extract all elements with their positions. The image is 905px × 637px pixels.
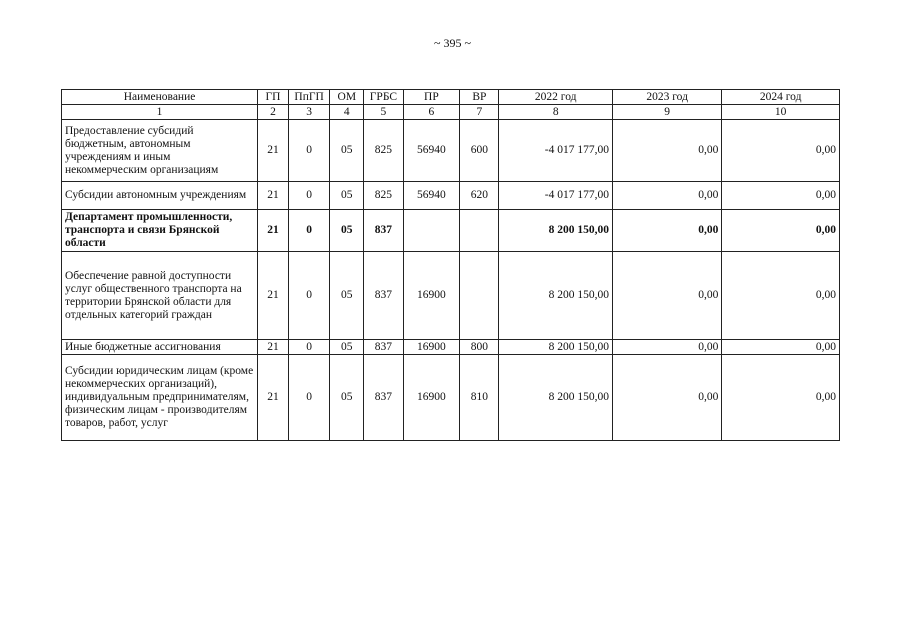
column-number: 3 <box>289 105 330 120</box>
cell-gp: 21 <box>258 252 289 340</box>
cell-ppgp: 0 <box>289 340 330 355</box>
row-name: Предоставление субсидий бюджетным, автономным учреждениям и иным некоммерческим организациям <box>62 120 258 182</box>
column-number: 7 <box>460 105 499 120</box>
cell-pr: 16900 <box>403 355 460 441</box>
header-vr: ВР <box>460 90 499 105</box>
column-number: 4 <box>330 105 364 120</box>
cell-2023: 0,00 <box>612 210 721 252</box>
row-name: Иные бюджетные ассигнования <box>62 340 258 355</box>
header-gp: ГП <box>258 90 289 105</box>
header-pr: ПР <box>403 90 460 105</box>
cell-2023: 0,00 <box>612 340 721 355</box>
header-2024: 2024 год <box>722 90 840 105</box>
table-row <box>62 182 840 210</box>
cell-2024: 0,00 <box>722 355 840 441</box>
column-number: 1 <box>62 105 258 120</box>
header-name: Наименование <box>62 90 258 105</box>
table-row <box>62 120 840 182</box>
table-row <box>62 355 840 441</box>
column-number: 9 <box>612 105 721 120</box>
cell-gp: 21 <box>258 340 289 355</box>
cell-2023: 0,00 <box>612 355 721 441</box>
cell-2022: -4 017 177,00 <box>499 120 613 182</box>
cell-om: 05 <box>330 120 364 182</box>
table-row <box>62 340 840 355</box>
cell-gp: 21 <box>258 210 289 252</box>
column-number: 10 <box>722 105 840 120</box>
cell-vr <box>460 210 499 252</box>
cell-2022: 8 200 150,00 <box>499 340 613 355</box>
header-grbs: ГРБС <box>364 90 403 105</box>
cell-grbs: 837 <box>364 252 403 340</box>
cell-ppgp: 0 <box>289 120 330 182</box>
table-row <box>62 210 840 252</box>
header-row <box>62 90 840 105</box>
cell-grbs: 837 <box>364 340 403 355</box>
cell-gp: 21 <box>258 182 289 210</box>
cell-2023: 0,00 <box>612 252 721 340</box>
cell-vr <box>460 252 499 340</box>
cell-2024: 0,00 <box>722 120 840 182</box>
cell-om: 05 <box>330 210 364 252</box>
column-number-row <box>62 105 840 120</box>
page-number: ~ 395 ~ <box>434 36 471 50</box>
column-number: 2 <box>258 105 289 120</box>
cell-om: 05 <box>330 182 364 210</box>
cell-2022: 8 200 150,00 <box>499 210 613 252</box>
cell-vr: 600 <box>460 120 499 182</box>
cell-2024: 0,00 <box>722 182 840 210</box>
table-row <box>62 252 840 340</box>
column-number: 8 <box>499 105 613 120</box>
cell-2022: -4 017 177,00 <box>499 182 613 210</box>
cell-pr: 56940 <box>403 182 460 210</box>
cell-vr: 810 <box>460 355 499 441</box>
column-number: 5 <box>364 105 403 120</box>
cell-grbs: 837 <box>364 355 403 441</box>
cell-2022: 8 200 150,00 <box>499 252 613 340</box>
cell-gp: 21 <box>258 355 289 441</box>
cell-om: 05 <box>330 355 364 441</box>
row-name: Субсидии автономным учреждениям <box>62 182 258 210</box>
cell-pr: 16900 <box>403 252 460 340</box>
cell-vr: 620 <box>460 182 499 210</box>
cell-ppgp: 0 <box>289 252 330 340</box>
cell-2024: 0,00 <box>722 340 840 355</box>
cell-pr <box>403 210 460 252</box>
header-2022: 2022 год <box>499 90 613 105</box>
cell-ppgp: 0 <box>289 182 330 210</box>
cell-om: 05 <box>330 340 364 355</box>
cell-grbs: 825 <box>364 120 403 182</box>
budget-table <box>61 89 840 441</box>
header-om: ОМ <box>330 90 364 105</box>
column-number: 6 <box>403 105 460 120</box>
header-2023: 2023 год <box>612 90 721 105</box>
cell-ppgp: 0 <box>289 210 330 252</box>
header-ppgp: ПпГП <box>289 90 330 105</box>
cell-2023: 0,00 <box>612 120 721 182</box>
cell-ppgp: 0 <box>289 355 330 441</box>
cell-grbs: 825 <box>364 182 403 210</box>
cell-grbs: 837 <box>364 210 403 252</box>
cell-vr: 800 <box>460 340 499 355</box>
cell-2022: 8 200 150,00 <box>499 355 613 441</box>
row-name: Обеспечение равной доступности услуг общественного транспорта на территории Брянской области для отдельных категорий граждан <box>62 252 258 340</box>
row-name: Департамент промышленности, транспорта и связи Брянской области <box>62 210 258 252</box>
cell-2024: 0,00 <box>722 210 840 252</box>
row-name: Субсидии юридическим лицам (кроме некоммерческих организаций), индивидуальным предпринимателям, физическим лицам - производителям товаров, работ, услуг <box>62 355 258 441</box>
cell-pr: 56940 <box>403 120 460 182</box>
cell-2023: 0,00 <box>612 182 721 210</box>
cell-pr: 16900 <box>403 340 460 355</box>
cell-gp: 21 <box>258 120 289 182</box>
cell-om: 05 <box>330 252 364 340</box>
cell-2024: 0,00 <box>722 252 840 340</box>
